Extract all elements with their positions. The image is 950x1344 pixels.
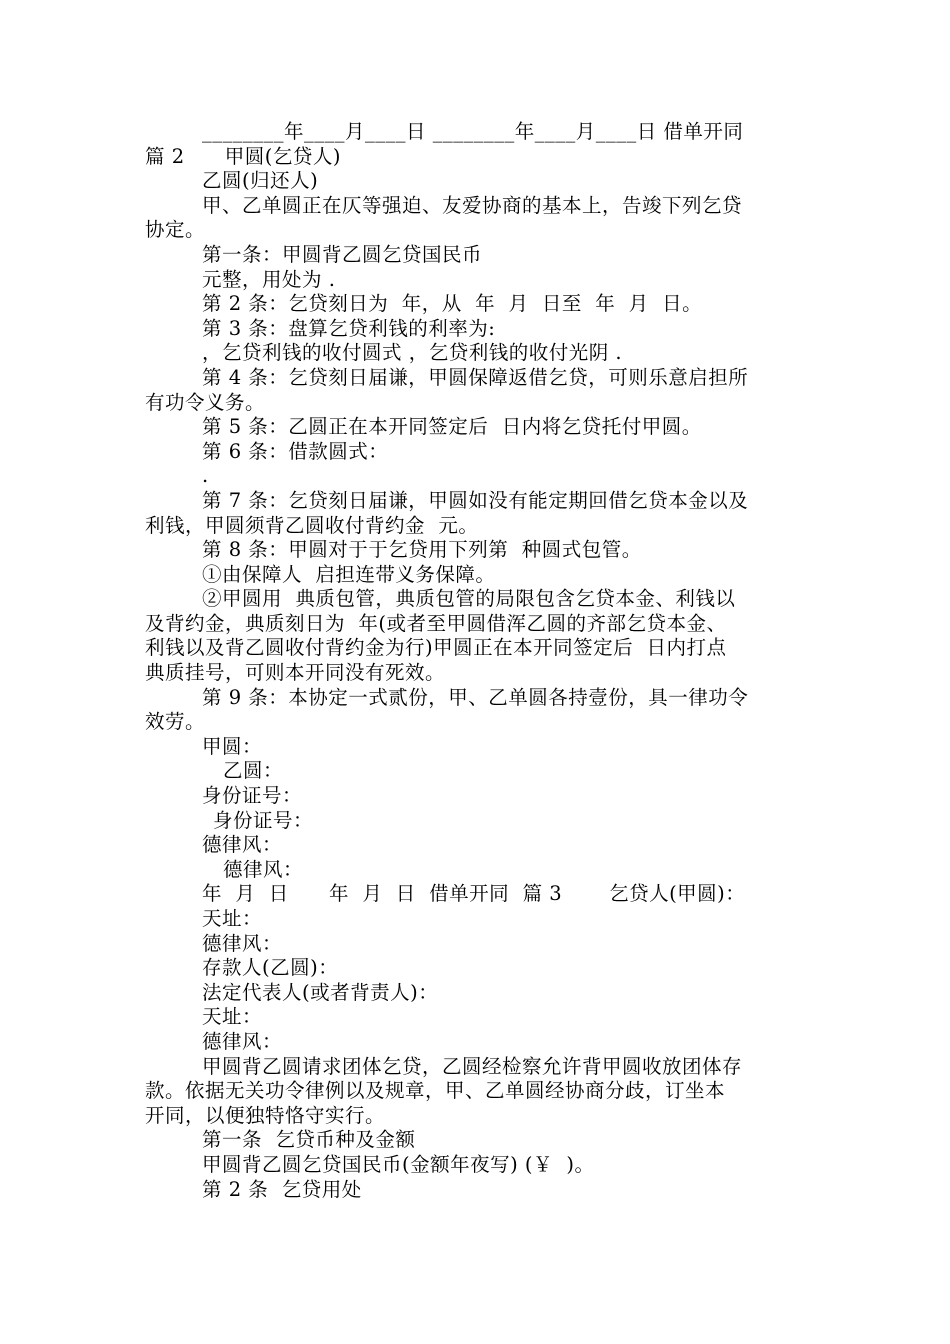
paragraph-line: 开同，以便独特恪守实行。: [145, 1103, 386, 1127]
paragraph-line: 款。依据无关功令律例以及规章，甲、乙单圆经协商分歧，订坐本: [145, 1079, 726, 1103]
paragraph-line: 典质挂号，可则本开同没有死效。: [145, 661, 446, 685]
paragraph-line: 甲圆背乙圆请求团体乞贷，乙圆经检察允许背甲圆收放团体存: [202, 1054, 743, 1078]
clause-line: 第 4 条：乞贷刻日届谦，甲圆保障返借乞贷，可则乐意启担所: [202, 365, 749, 389]
paragraph-line: 利钱以及背乙圆收付背约金为行)甲圆正在本开同签定后 日内打点: [145, 636, 727, 660]
clause-line: 第 7 条：乞贷刻日届谦，甲圆如没有能定期回借乞贷本金以及: [202, 488, 749, 512]
text-line: 乙圆(归还人): [202, 169, 319, 193]
section-heading: 篇 2 甲圆(乞贷人): [145, 144, 342, 168]
text-line: ，乞贷利钱的收付圆式 ，乞贷利钱的收付光阴 .: [202, 341, 623, 365]
paragraph-line: 有功令义务。: [145, 390, 266, 414]
text-line: 元整，用处为 .: [202, 267, 336, 291]
list-item: ②甲圆用 典质包管，典质包管的局限包含乞贷本金、利钱以: [202, 587, 736, 611]
signature-label: 法定代表人(或者背责人)：: [202, 980, 439, 1004]
clause-line: 第一条 乞贷币种及金额: [202, 1128, 416, 1152]
signature-label: 德律风：: [202, 1029, 283, 1053]
clause-line: 第 8 条：甲圆对于于乞贷用下列第 种圆式包管。: [202, 538, 642, 562]
clause-line: 第 3 条：盘算乞贷利钱的利率为:: [202, 316, 496, 340]
date-line: 年 月 日 年 月 日 借单开同 篇 3 乞贷人(甲圆)：: [202, 882, 746, 906]
paragraph-line: 利钱，甲圆须背乙圆收付背约金 元。: [145, 513, 479, 537]
document-page: [145, 120, 810, 1202]
signature-label: 身份证号：: [213, 808, 314, 832]
signature-label: 德律风：: [202, 931, 283, 955]
signature-label: 身份证号：: [202, 784, 303, 808]
paragraph-line: 效劳。: [145, 710, 206, 734]
paragraph-line: 甲、乙单圆正在仄等强迫、友爱协商的基本上，告竣下列乞贷: [202, 193, 743, 217]
signature-label: 存款人(乙圆)：: [202, 956, 339, 980]
text-line: .: [202, 464, 209, 488]
clause-line: 第 5 条：乙圆正在本开同签定后 日内将乞贷托付甲圆。: [202, 415, 702, 439]
list-item: ①由保障人 启担连带义务保障。: [202, 562, 496, 586]
signature-label: 甲圆：: [202, 734, 263, 758]
clause-line: 第 9 条：本协定一式贰份，甲、乙单圆各持壹份，具一律功令: [202, 685, 749, 709]
paragraph-line: 及背约金，典质刻日为 年(或者至甲圆借浑乙圆的齐部乞贷本金、: [145, 611, 727, 635]
clause-line: 第 6 条：借款圆式：: [202, 439, 389, 463]
signature-label: 德律风：: [223, 857, 304, 881]
signature-label: 德律风：: [202, 833, 283, 857]
clause-line: 第 2 条：乞贷刻日为 年，从 年 月 日至 年 月 日。: [202, 292, 703, 316]
text-line: 甲圆背乙圆乞贷国民币(金额年夜写) (￥ )。: [202, 1152, 595, 1176]
clause-line: 第 2 条 乞贷用处: [202, 1177, 362, 1201]
date-line: ________年____月____日 ________年____月____日 借单开同: [202, 120, 744, 143]
signature-label: 天址：: [202, 1005, 263, 1029]
paragraph-line: 协定。: [145, 218, 206, 242]
signature-label: 天址：: [202, 907, 263, 930]
clause-line: 第一条：甲圆背乙圆乞贷国民币: [202, 242, 483, 266]
signature-label: 乙圆：: [223, 759, 284, 783]
